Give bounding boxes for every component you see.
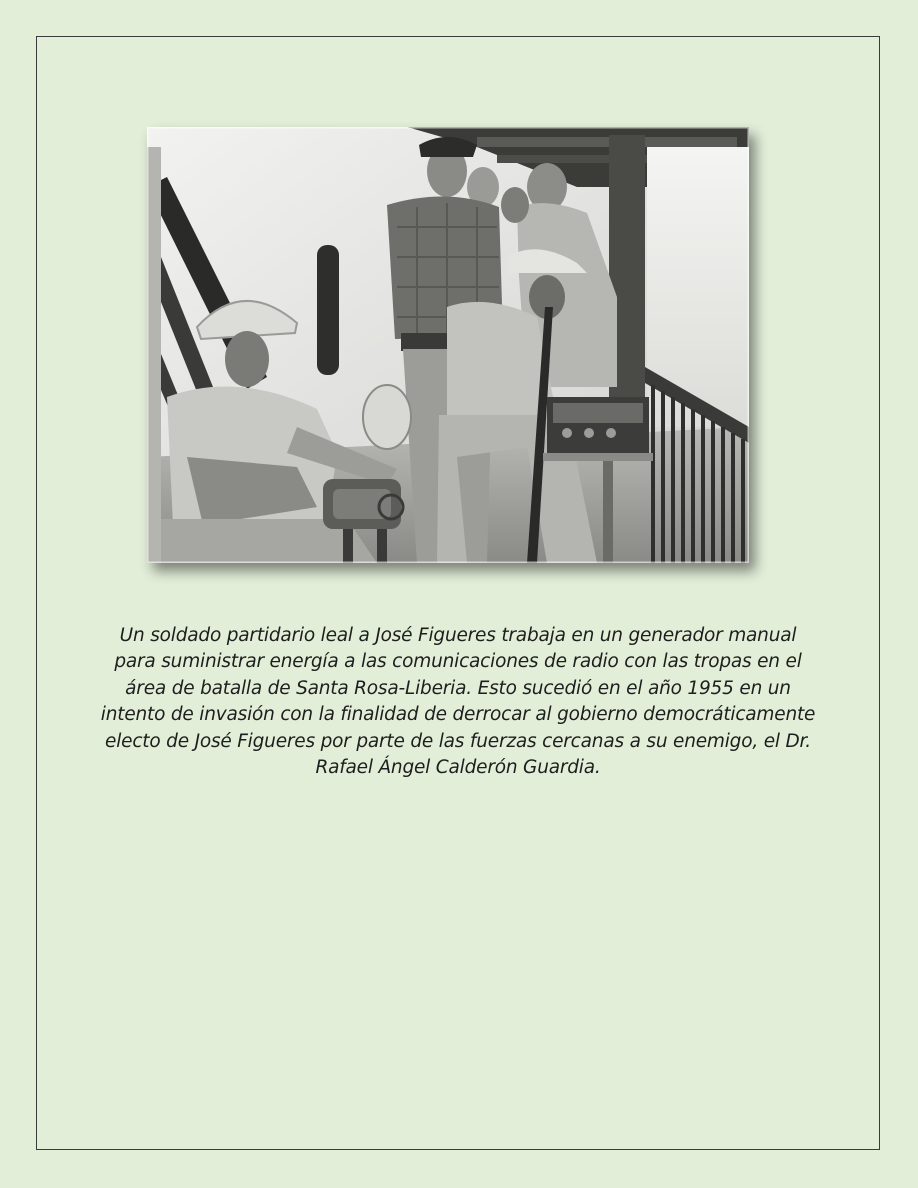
photo-illustration	[147, 127, 749, 563]
photo-caption: Un soldado partidario leal a José Figueres trabaja en un generador manual para suministrar energía a las comunicaciones de radio con las tropas en el área de batalla de Santa Rosa-Liberia. Esto sucedió en el año 1955 en un intento de invasión con la finalidad de derrocar al gobierno democráticamente electo de José Figueres por parte de las fuerzas cercanas a su enemigo, el Dr. Rafael Ángel Calderón Guardia.	[100, 624, 816, 778]
historical-photo	[147, 127, 749, 563]
